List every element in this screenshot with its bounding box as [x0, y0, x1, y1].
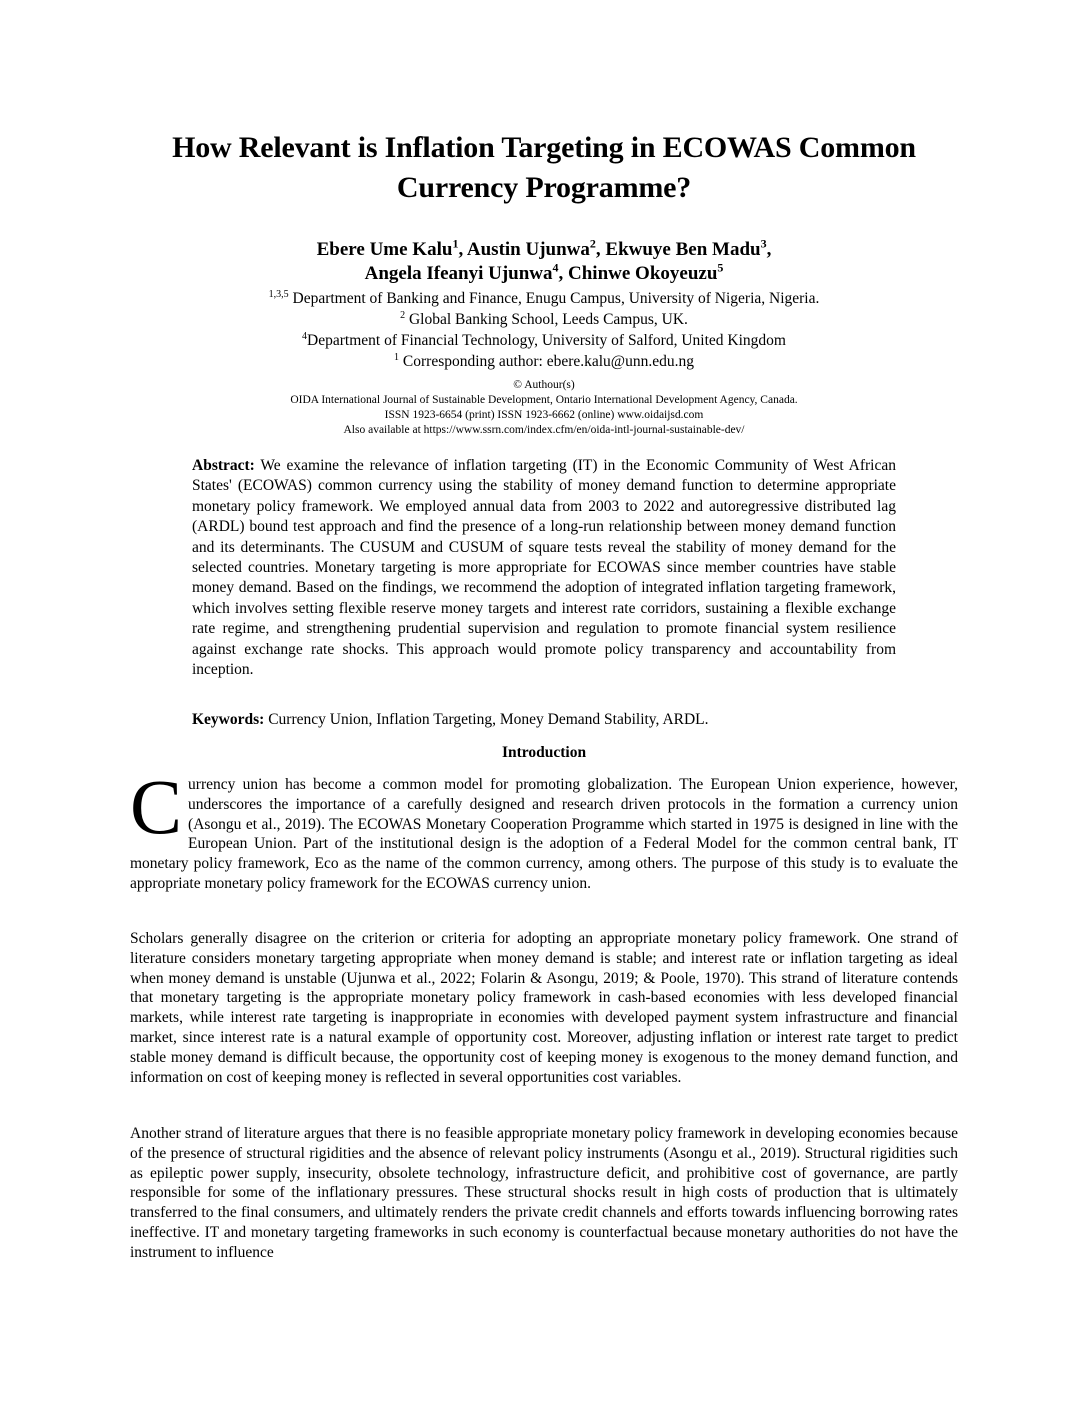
journal-name: OIDA International Journal of Sustainable Development, Ontario International Development Agency, Canada.	[290, 394, 798, 406]
abstract-text: We examine the relevance of inflation targeting (IT) in the Economic Community of West African States' (ECOWAS) common currency using the stability of money demand function to determine appropriate monetary policy framework. We employed annual data from 2003 to 2022 and autoregressive distributed lag (ARDL) bound test approach and find the presence of a long-run relationship between money demand function and its determinants. The CUSUM and CUSUM of square tests reveal the stability of money demand for the selected countries. Monetary targeting is more appropriate for ECOWAS since member countries have stable money demand. Based on the findings, we recommend the adoption of integrated inflation targeting framework, which involves setting flexible reserve money targets and interest rate corridors, sustaining a flexible exchange rate regime, and strengthening prudential supervision and regulation to promote financial system resilience against exchange rate shocks. This approach would promote policy transparency and accountability from inception.	[192, 457, 896, 679]
keywords	[192, 710, 896, 730]
journal-info	[150, 378, 938, 438]
affiliation: $^4$Department of Financial Technology, University of Salford, United Kingdom	[302, 330, 786, 349]
issn-line: ISSN 1923-6654 (print) ISSN 1923-6662 (online) www.oidaijsd.com	[384, 409, 704, 421]
section-heading-introduction: Introduction	[501, 744, 587, 761]
abstract	[192, 456, 896, 680]
paper-title: How Relevant is Inflation Targeting in ECOWAS Common Currency Programme?	[172, 131, 916, 204]
abstract-label: Abstract:	[192, 457, 255, 474]
author: Ekwuye Ben Madu$^3$,	[605, 236, 772, 260]
affiliations	[150, 288, 938, 372]
keywords-label: Keywords:	[192, 711, 265, 728]
affiliation: $^{1,3,5}$ Department of Banking and Finance, Enugu Campus, University of Nigeria, Nigeria.	[268, 288, 820, 307]
author: Angela Ifeanyi Ujunwa$^4$,	[364, 260, 568, 284]
keywords-text: Currency Union, Inflation Targeting, Money Demand Stability, ARDL.	[264, 711, 709, 728]
body-paragraph: Scholars generally disagree on the criterion or criteria for adopting an appropriate monetary policy framework. One strand of literature considers monetary targeting appropriate when money demand is stable; and interest rate or inflation targeting as ideal when money demand is unstable (Ujunwa et al., 2022; Folarin & Asongu, 2019; & Poole, 1970). This strand of literature contends that monetary targeting is the appropriate monetary policy framework in cash-based economies with less developed financial markets, while interest rate targeting is inappropriate in economies with developed payment system infrastructure and financial market, since interest rate is a natural example of opportunity cost. Moreover, adjusting inflation or interest rate target to predict stable money demand is difficult because, the opportunity cost of keeping money is exogenous to the money demand function, and information on cost of keeping money is reflected in several opportunities cost variables.	[130, 930, 958, 1086]
affiliation: $^2$ Global Banking School, Leeds Campus, UK.	[400, 309, 688, 328]
paragraph-text: urrency union has become a common model for promoting globalization. The European Union experience, however, underscores the importance of a carefully designed and research driven protocols in the formation a currency union (Asongu et al., 2019). The ECOWAS Monetary Cooperation Programme which started in 1975 is designed in line with the European Union. Part of the institutional design is the adoption of a Federal Model for the common central bank, IT monetary policy framework, Eco as the name of the common currency, among others. The purpose of this study is to evaluate the appropriate monetary policy framework for the ECOWAS currency union.	[130, 776, 958, 892]
body-paragraph: Another strand of literature argues that there is no feasible appropriate monetary policy framework in developing economies because of the presence of structural rigidities and the absence of relevant policy instruments (Asongu et al., 2019). Structural rigidities such as epileptic power supply, insecurity, obsolete technology, infrastructure deficit, and prohibitive cost of governance, are partly responsible for some of the inflationary pressures. These structural shocks result in high costs of production that is ultimately transferred to the final consumers, and ultimately renders the private credit channels and efforts towards influencing borrowing rates ineffective. IT and monetary targeting frameworks in such economy is counterfactual because monetary authorities do not have the instrument to influence	[130, 1125, 958, 1261]
author: Ebere Ume Kalu$^1$,	[316, 236, 467, 260]
body-paragraph	[130, 763, 958, 894]
author: Chinwe Okoyeuzu$^5$	[568, 260, 724, 284]
corresponding-author: $^1$ Corresponding author: ebere.kalu@unn.edu.ng	[394, 351, 694, 370]
author-list	[150, 238, 938, 286]
author: Austin Ujunwa$^2$,	[466, 236, 606, 260]
availability-line: Also available at https://www.ssrn.com/index.cfm/en/oida-intl-journal-sustainable-dev/	[343, 424, 745, 436]
copyright-notice: © Authour(s)	[513, 379, 575, 391]
drop-cap: C	[130, 763, 183, 850]
